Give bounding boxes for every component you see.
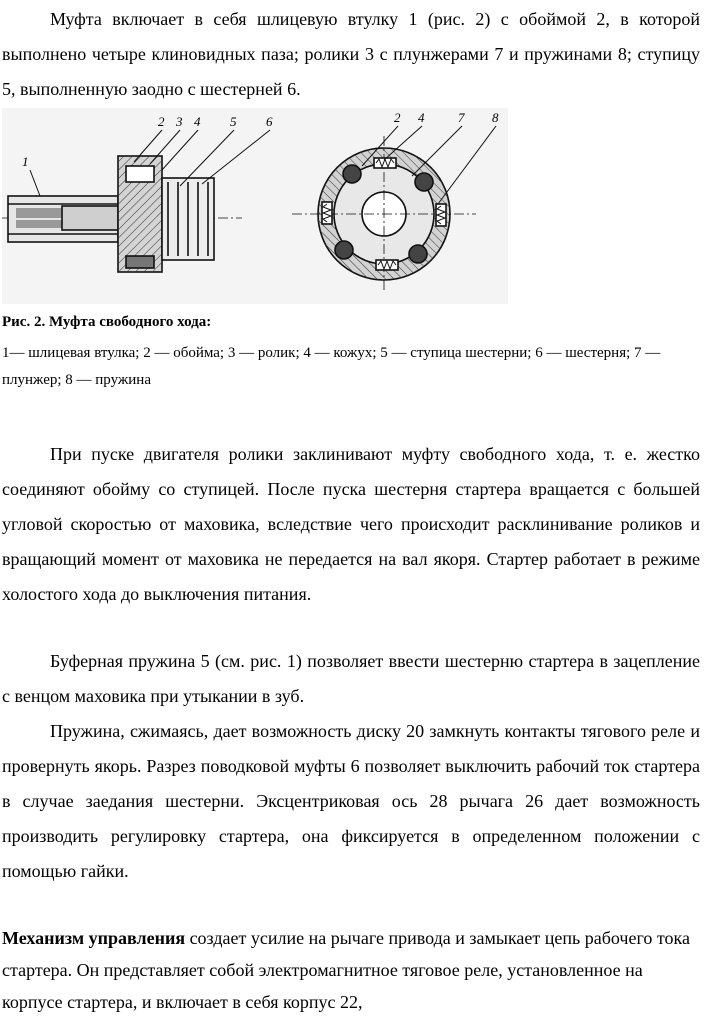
svg-text:8: 8 — [492, 110, 499, 125]
paragraph-start-process: При пуске двигателя ролики заклинивают муфту свободного хода, т. е. жестко соединяют обойму со ступицей. После пуска шестерня стартера вращается с большей угловой скоростью от маховика, вследствие чего происходит расклинивание роликов и вращающий момент от маховика не передается на вал якоря. Стартер работает в режиме холостого хода до выключения питания. — [2, 444, 700, 604]
paragraph-spring-compression: Пружина, сжимаясь, дает возможность диску 20 замкнуть контакты тягового реле и провернуть якорь. Разрез поводковой муфты 6 позволяет выключить рабочий ток стартера в случае заедания шестерни. Эксцентриковая ось 28 рычага 26 дает возможность производить регулировку стартера, она фиксируется в определенном положении с помощью гайки. — [2, 721, 700, 881]
paragraph-intro: Муфта включает в себя шлицевую втулку 1 (рис. 2) с обоймой 2, в которой выполнено четыре клиновидных паза; ролики 3 с плунжерами 7 и пружинами 8; ступицу 5, выполненную заодно с шестерней 6. — [2, 9, 700, 99]
svg-text:1: 1 — [22, 154, 29, 169]
svg-text:6: 6 — [266, 114, 273, 129]
figure-right-label-4 — [418, 110, 425, 125]
figure-left-label-2 — [158, 114, 165, 129]
figure-left-label-1 — [22, 154, 29, 169]
figure-caption-legend: 1— шлицевая втулка; 2 — обойма; 3 — ролик; 4 — кожух; 5 — ступица шестерни; 6 — шестерня; 7 — плунжер; 8 — пружина — [2, 345, 661, 388]
paragraph-buffer-spring: Буферная пружина 5 (см. рис. 1) позволяет ввести шестерню стартера в зацепление с венцом маховика при утыкании в зуб. — [2, 651, 700, 706]
figure-left-label-5 — [230, 114, 237, 129]
figure-right-label-7 — [458, 110, 465, 125]
figure-left-label-3 — [175, 114, 183, 129]
figure-left-label-4 — [194, 114, 201, 129]
svg-text:4: 4 — [194, 114, 201, 129]
svg-text:2: 2 — [158, 114, 165, 129]
control-mechanism-heading: Механизм управления — [2, 928, 186, 948]
figure-right-label-8 — [492, 110, 499, 125]
svg-text:7: 7 — [458, 110, 465, 125]
figure-caption-title: Рис. 2. Муфта свободного хода: — [2, 314, 212, 330]
figure-right-label-2 — [394, 110, 401, 125]
svg-text:5: 5 — [230, 114, 237, 129]
paragraph-control-mechanism — [2, 922, 700, 1018]
svg-text:2: 2 — [394, 110, 401, 125]
figure-freewheel-clutch — [2, 108, 508, 304]
svg-text:4: 4 — [418, 110, 425, 125]
figure-left-label-6 — [266, 114, 273, 129]
control-mechanism-text: создает усилие на рычаге привода и замыкает цепь рабочего тока стартера. Он представляет собой электромагнитное тяговое реле, установленное на корпусе стартера, и включает в себя корпус 22, — [2, 928, 690, 1012]
svg-text:3: 3 — [176, 114, 183, 129]
